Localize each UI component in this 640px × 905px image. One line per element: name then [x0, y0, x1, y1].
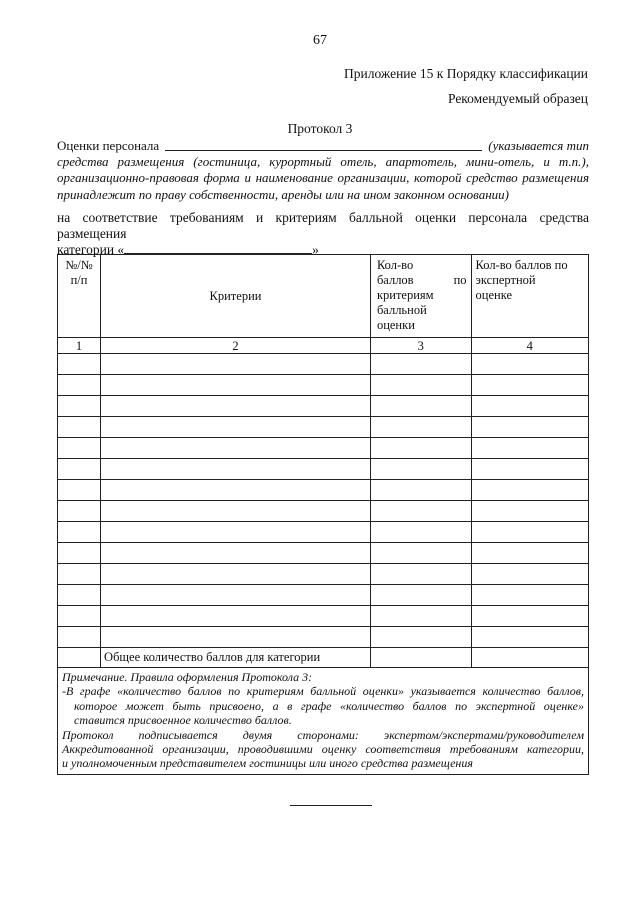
- intro-first-line: [57, 138, 589, 154]
- table-cell: [471, 354, 588, 375]
- table-cell: [101, 375, 371, 396]
- table-row: [58, 543, 589, 564]
- note-line: Протокол подписывается двумя сторонами: экспертом/экспертами/руководителем: [62, 727, 584, 742]
- table-cell: [101, 522, 371, 543]
- table-cell: [471, 438, 588, 459]
- header-num-line: п/п: [70, 273, 88, 287]
- table-cell: [370, 417, 471, 438]
- table-row: [58, 438, 589, 459]
- table-cell: [471, 648, 588, 668]
- total-label: Общее количество баллов для категории: [101, 648, 371, 668]
- table-cell: [58, 396, 101, 417]
- table-cell: [58, 480, 101, 501]
- table-row: [58, 375, 589, 396]
- table-row: [58, 585, 589, 606]
- table-cell: [58, 627, 101, 648]
- note-line: и уполномоченным представителем гостиницы или иного средства размещения: [62, 756, 473, 771]
- table-cell: [101, 501, 371, 522]
- table-cell: [471, 564, 588, 585]
- table-cell: [370, 459, 471, 480]
- header-criteria: Критерии: [101, 255, 371, 338]
- intro-hint-line: средства размещения (гостиница, курортный отель, апартотель, мини-отель, и т.п.),: [57, 154, 589, 170]
- table-cell: [58, 354, 101, 375]
- sample-note: Рекомендуемый образец: [447, 91, 588, 106]
- page-number: 67: [313, 33, 327, 48]
- column-number-row: [58, 338, 589, 354]
- table-cell: [471, 417, 588, 438]
- table-cell: [370, 480, 471, 501]
- table-cell: [471, 606, 588, 627]
- table-cell: [370, 543, 471, 564]
- header-points-line: баллов по: [376, 273, 467, 287]
- note-line: ставится присвоенное количество баллов.: [74, 713, 292, 728]
- end-rule: [290, 805, 372, 806]
- table-cell: [101, 585, 371, 606]
- table-cell: [58, 564, 101, 585]
- table-cell: [58, 438, 101, 459]
- protocol-title: Протокол 3: [287, 121, 353, 136]
- table-cell: [58, 522, 101, 543]
- header-num-line: №/№: [65, 258, 93, 272]
- table-row: [58, 459, 589, 480]
- column-number: 2: [101, 338, 371, 354]
- header-points-line: балльной: [376, 303, 427, 317]
- table-cell: [58, 501, 101, 522]
- header-points-line: Кол-во: [376, 258, 414, 272]
- table-cell: [101, 627, 371, 648]
- intro-hint-start: (указывается тип: [488, 138, 589, 153]
- table-row: [58, 480, 589, 501]
- intro-hint-line: организационно-правовая форма и наименование организации, которой средство размещения: [57, 170, 589, 186]
- table-cell: [471, 522, 588, 543]
- table-row: [58, 396, 589, 417]
- header-expert-line: оценке: [475, 288, 513, 302]
- table-cell: [58, 459, 101, 480]
- header-points-line: критериям: [376, 288, 434, 302]
- note-title: Примечание. Правила оформления Протокола 3:: [62, 670, 313, 684]
- header-num: [58, 255, 101, 338]
- table-cell: [370, 438, 471, 459]
- table-cell: [101, 396, 371, 417]
- table-cell: [101, 606, 371, 627]
- table-cell: [471, 543, 588, 564]
- table-row: [58, 354, 589, 375]
- table-cell: [101, 438, 371, 459]
- table-cell: [471, 627, 588, 648]
- column-number: 3: [370, 338, 471, 354]
- total-row: [58, 648, 589, 668]
- note-line: которое может быть присвоено, а в графе «количество баллов по экспертной оценке»: [74, 698, 584, 713]
- table-cell: [101, 459, 371, 480]
- table-row: [58, 627, 589, 648]
- table-cell: [471, 396, 588, 417]
- table-cell: [58, 417, 101, 438]
- category-suffix: »: [312, 242, 319, 257]
- table-cell: [101, 480, 371, 501]
- table-cell: [101, 417, 371, 438]
- table-header-row: [58, 255, 589, 338]
- header-expert-line: Кол-во баллов по: [475, 258, 568, 272]
- table-cell: [370, 501, 471, 522]
- header-points-line: оценки: [376, 318, 415, 332]
- table-row: [58, 501, 589, 522]
- table-cell: [370, 585, 471, 606]
- table-cell: [101, 354, 371, 375]
- intro-blank-field: [165, 138, 482, 151]
- table-cell: [471, 501, 588, 522]
- table-row: [58, 564, 589, 585]
- table-cell: [471, 585, 588, 606]
- table-cell: [471, 480, 588, 501]
- header-expert-line: экспертной: [475, 273, 536, 287]
- table-cell: [58, 648, 101, 668]
- table-cell: [370, 522, 471, 543]
- table-cell: [58, 543, 101, 564]
- intro-hint-line: принадлежит по праву собственности, аренды или на ином законном основании): [57, 186, 510, 202]
- table-cell: [58, 606, 101, 627]
- table-cell: [471, 375, 588, 396]
- table-cell: [370, 606, 471, 627]
- table-cell: [58, 585, 101, 606]
- note-line: Аккредитованной организации, проводившими оценку соответствия требованиям категории,: [62, 742, 584, 757]
- table-cell: [370, 354, 471, 375]
- compliance-line: на соответствие требованиям и критериям балльной оценки персонала средства размещения: [57, 210, 589, 241]
- column-number: 4: [471, 338, 588, 354]
- table-cell: [370, 564, 471, 585]
- column-number: 1: [58, 338, 101, 354]
- table-cell: [58, 375, 101, 396]
- criteria-table: [57, 254, 589, 668]
- header-points-criteria: [370, 255, 471, 338]
- table-row: [58, 606, 589, 627]
- note-block: [57, 668, 589, 775]
- table-cell: [370, 375, 471, 396]
- category-prefix: категории «: [57, 242, 125, 257]
- table-row: [58, 417, 589, 438]
- intro-label: Оценки персонала: [57, 138, 160, 153]
- appendix-note: Приложение 15 к Порядку классификации: [344, 66, 588, 81]
- table-cell: [101, 564, 371, 585]
- intro-paragraph: [57, 138, 589, 203]
- note-line: -В графе «количество баллов по критериям балльной оценки» указывается количество баллов,: [62, 684, 584, 699]
- header-points-expert: [471, 255, 588, 338]
- compliance-paragraph: [57, 210, 589, 258]
- table-row: [58, 522, 589, 543]
- table-cell: [370, 627, 471, 648]
- table-cell: [370, 648, 471, 668]
- table-body: [58, 338, 589, 668]
- table-cell: [471, 459, 588, 480]
- table-cell: [101, 543, 371, 564]
- table-cell: [370, 396, 471, 417]
- category-blank-field: [124, 243, 312, 254]
